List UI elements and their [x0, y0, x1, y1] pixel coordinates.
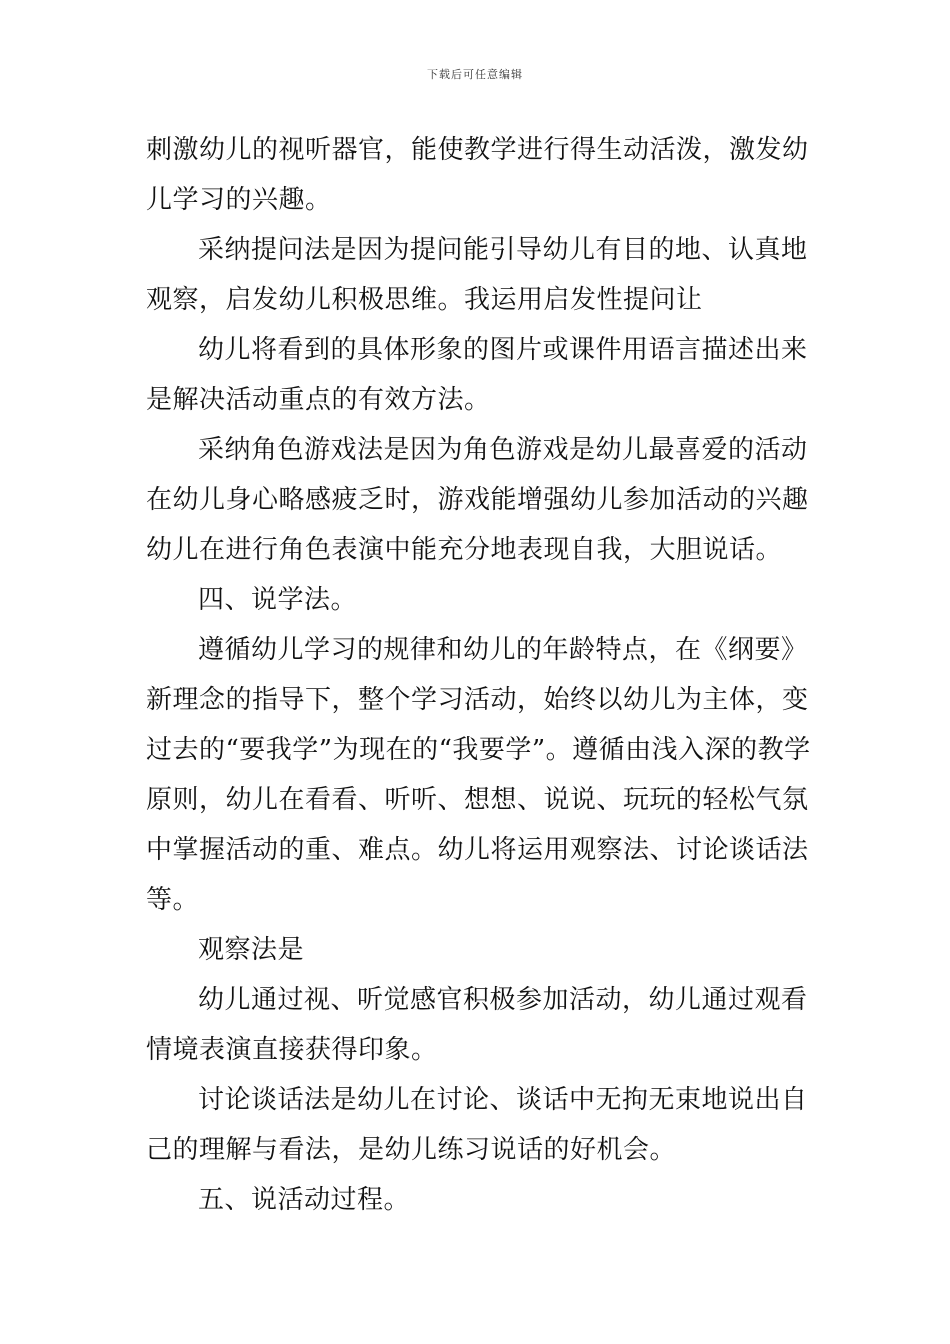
- paragraph-2: 采纳提问法是因为提问能引导幼儿有目的地、认真地观察，启发幼儿积极思维。我运用启发性提问让: [146, 235, 808, 315]
- section-heading-study-method: 四、说学法。: [198, 585, 358, 615]
- section-heading-activity-process: 五、说活动过程。: [198, 1185, 411, 1215]
- document-body: [146, 125, 814, 1225]
- paragraph-4: 采纳角色游戏法是因为角色游戏是幼儿最喜爱的活动在幼儿身心略感疲乏时，游戏能增强幼儿参加活动的兴趣幼儿在进行角色表演中能充分地表现自我，大胆说话。: [146, 435, 809, 565]
- page-header: 下载后可任意编辑: [427, 68, 523, 81]
- paragraph-9: 讨论谈话法是幼儿在讨论、谈话中无拘无束地说出自己的理解与看法，是幼儿练习说话的好机会。: [146, 1085, 808, 1165]
- paragraph-8: 幼儿通过视、听觉感官积极参加活动，幼儿通过观看情境表演直接获得印象。: [146, 985, 808, 1065]
- paragraph-3: 幼儿将看到的具体形象的图片或课件用语言描述出来是解决活动重点的有效方法。: [146, 335, 808, 415]
- paragraph-1: 刺激幼儿的视听器官，能使教学进行得生动活泼，激发幼儿学习的兴趣。: [146, 135, 809, 215]
- paragraph-6: 遵循幼儿学习的规律和幼儿的年龄特点，在《纲要》新理念的指导下，整个学习活动，始终以幼儿为主体，变过去的“要我学”为现在的“我要学”。遵循由浅入深的教学原则，幼儿在看看、听听、想想、说说、玩玩的轻松气氛中掌握活动的重、难点。幼儿将运用观察法、讨论谈话法等。: [146, 635, 811, 915]
- paragraph-7: 观察法是: [198, 935, 305, 965]
